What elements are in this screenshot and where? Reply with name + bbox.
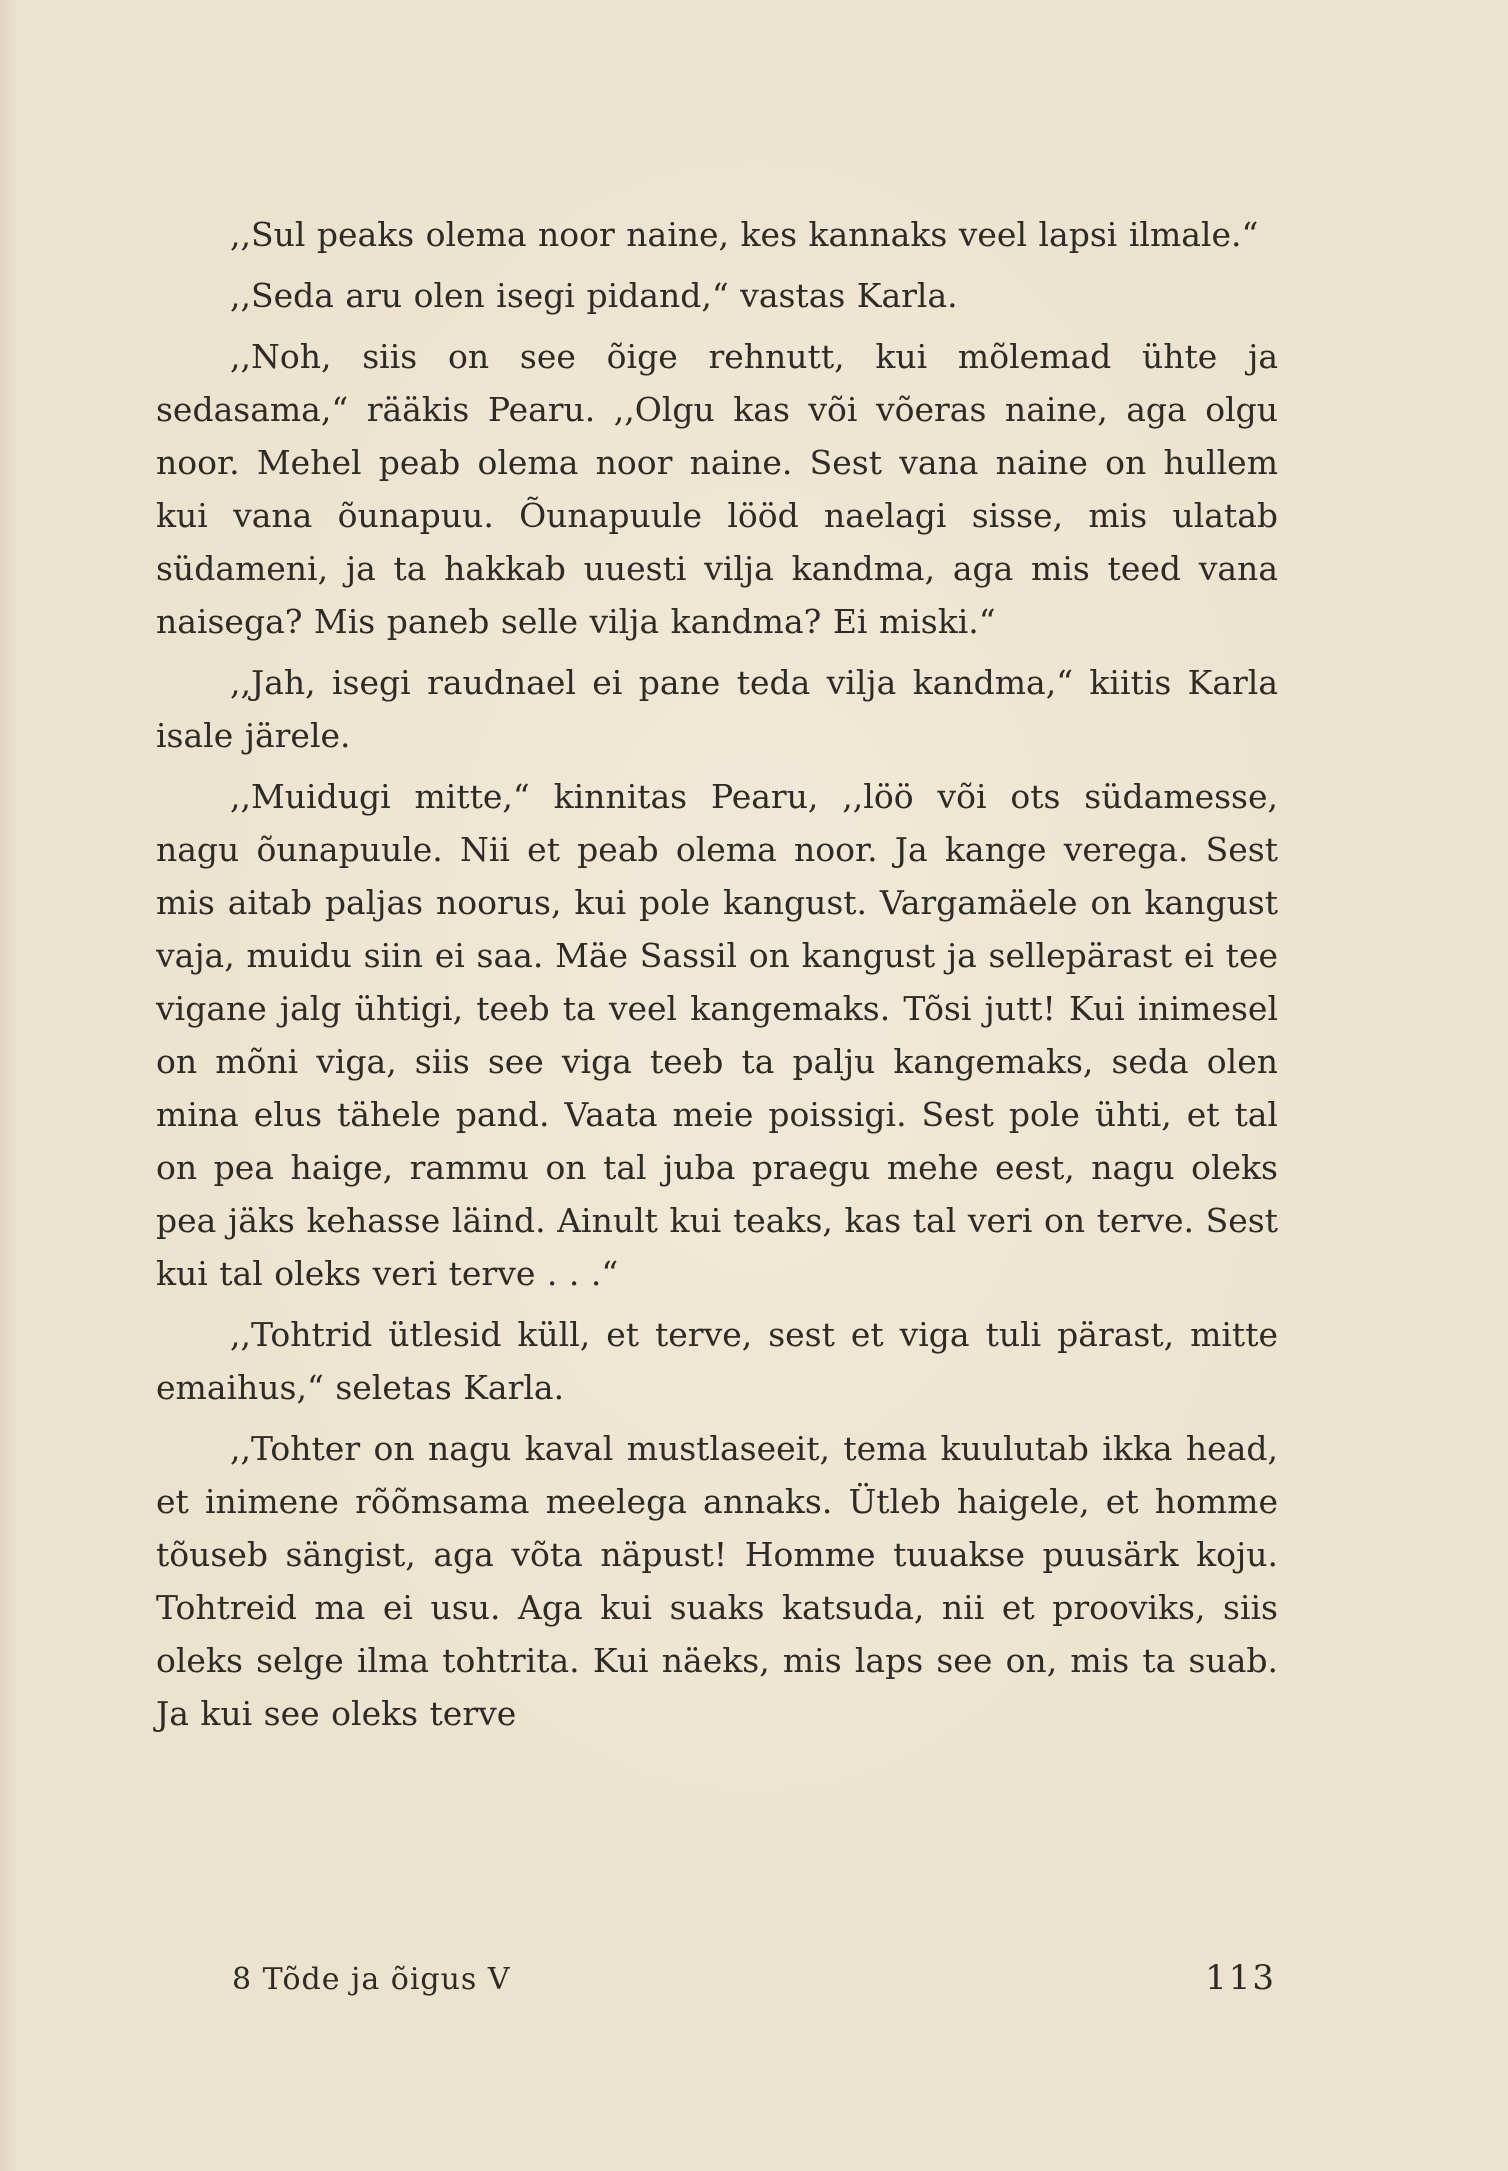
paragraph: ,,Seda aru olen isegi pidand,“ vastas Karla. [230, 276, 958, 315]
paragraph: ,,Muidugi mitte,“ kinnitas Pearu, ,,löö või ots südamesse, nagu õunapuule. Nii et peab olema noor. Ja kange verega. Sest mis aitab paljas noorus, kui pole kangust. Vargamäele on kangust vaja, muidu siin ei saa. Mäe Sassil on kangust ja sellepärast ei tee vigane jalg ühtigi, teeb ta veel kangemaks. Tõsi jutt! Kui inimesel on mõni viga, siis see viga teeb ta palju kangemaks, seda olen mina elus tähele pand. Vaata meie poissigi. Sest pole ühti, et tal on pea haige, rammu on tal juba praegu mehe eest, nagu oleks pea jäks kehasse läind. Ainult kui teaks, kas tal veri on terve. Sest kui tal oleks veri terve . . .“ [156, 777, 1278, 1293]
paragraph: ,,Sul peaks olema noor naine, kes kannaks veel lapsi ilmale.“ [230, 215, 1259, 254]
paragraph: ,,Tohter on nagu kaval mustlaseeit, tema kuulutab ikka head, et inimene rõõmsama meelega annaks. Ütleb haigele, et homme tõuseb sängist, aga võta näpust! Homme tuuakse puusärk koju. Tohtreid ma ei usu. Aga kui suaks katsuda, nii et prooviks, siis oleks selge ilma tohtrita. Kui näeks, mis laps see on, mis ta suab. Ja kui see oleks terve [156, 1429, 1278, 1733]
paragraph: ,,Tohtrid ütlesid küll, et terve, sest et viga tuli pärast, mitte emaihus,“ seletas Karla. [156, 1315, 1278, 1407]
page-number: 113 [1205, 1958, 1276, 1998]
paragraph: ,,Jah, isegi raudnael ei pane teda vilja kandma,“ kiitis Karla isale järele. [156, 663, 1278, 755]
paragraph: ,,Noh, siis on see õige rehnutt, kui mõlemad ühte ja sedasama,“ rääkis Pearu. ,,Olgu kas või võeras naine, aga olgu noor. Mehel peab olema noor naine. Sest vana naine on hullem kui vana õunapuu. Õunapuule lööd naelagi sisse, mis ulatab südameni, ja ta hakkab uuesti vilja kandma, aga mis teed vana naisega? Mis paneb selle vilja kandma? Ei miski.“ [156, 337, 1278, 641]
signature-mark: 8 Tõde ja õigus V [232, 1962, 511, 1997]
body-text [156, 208, 1278, 1748]
